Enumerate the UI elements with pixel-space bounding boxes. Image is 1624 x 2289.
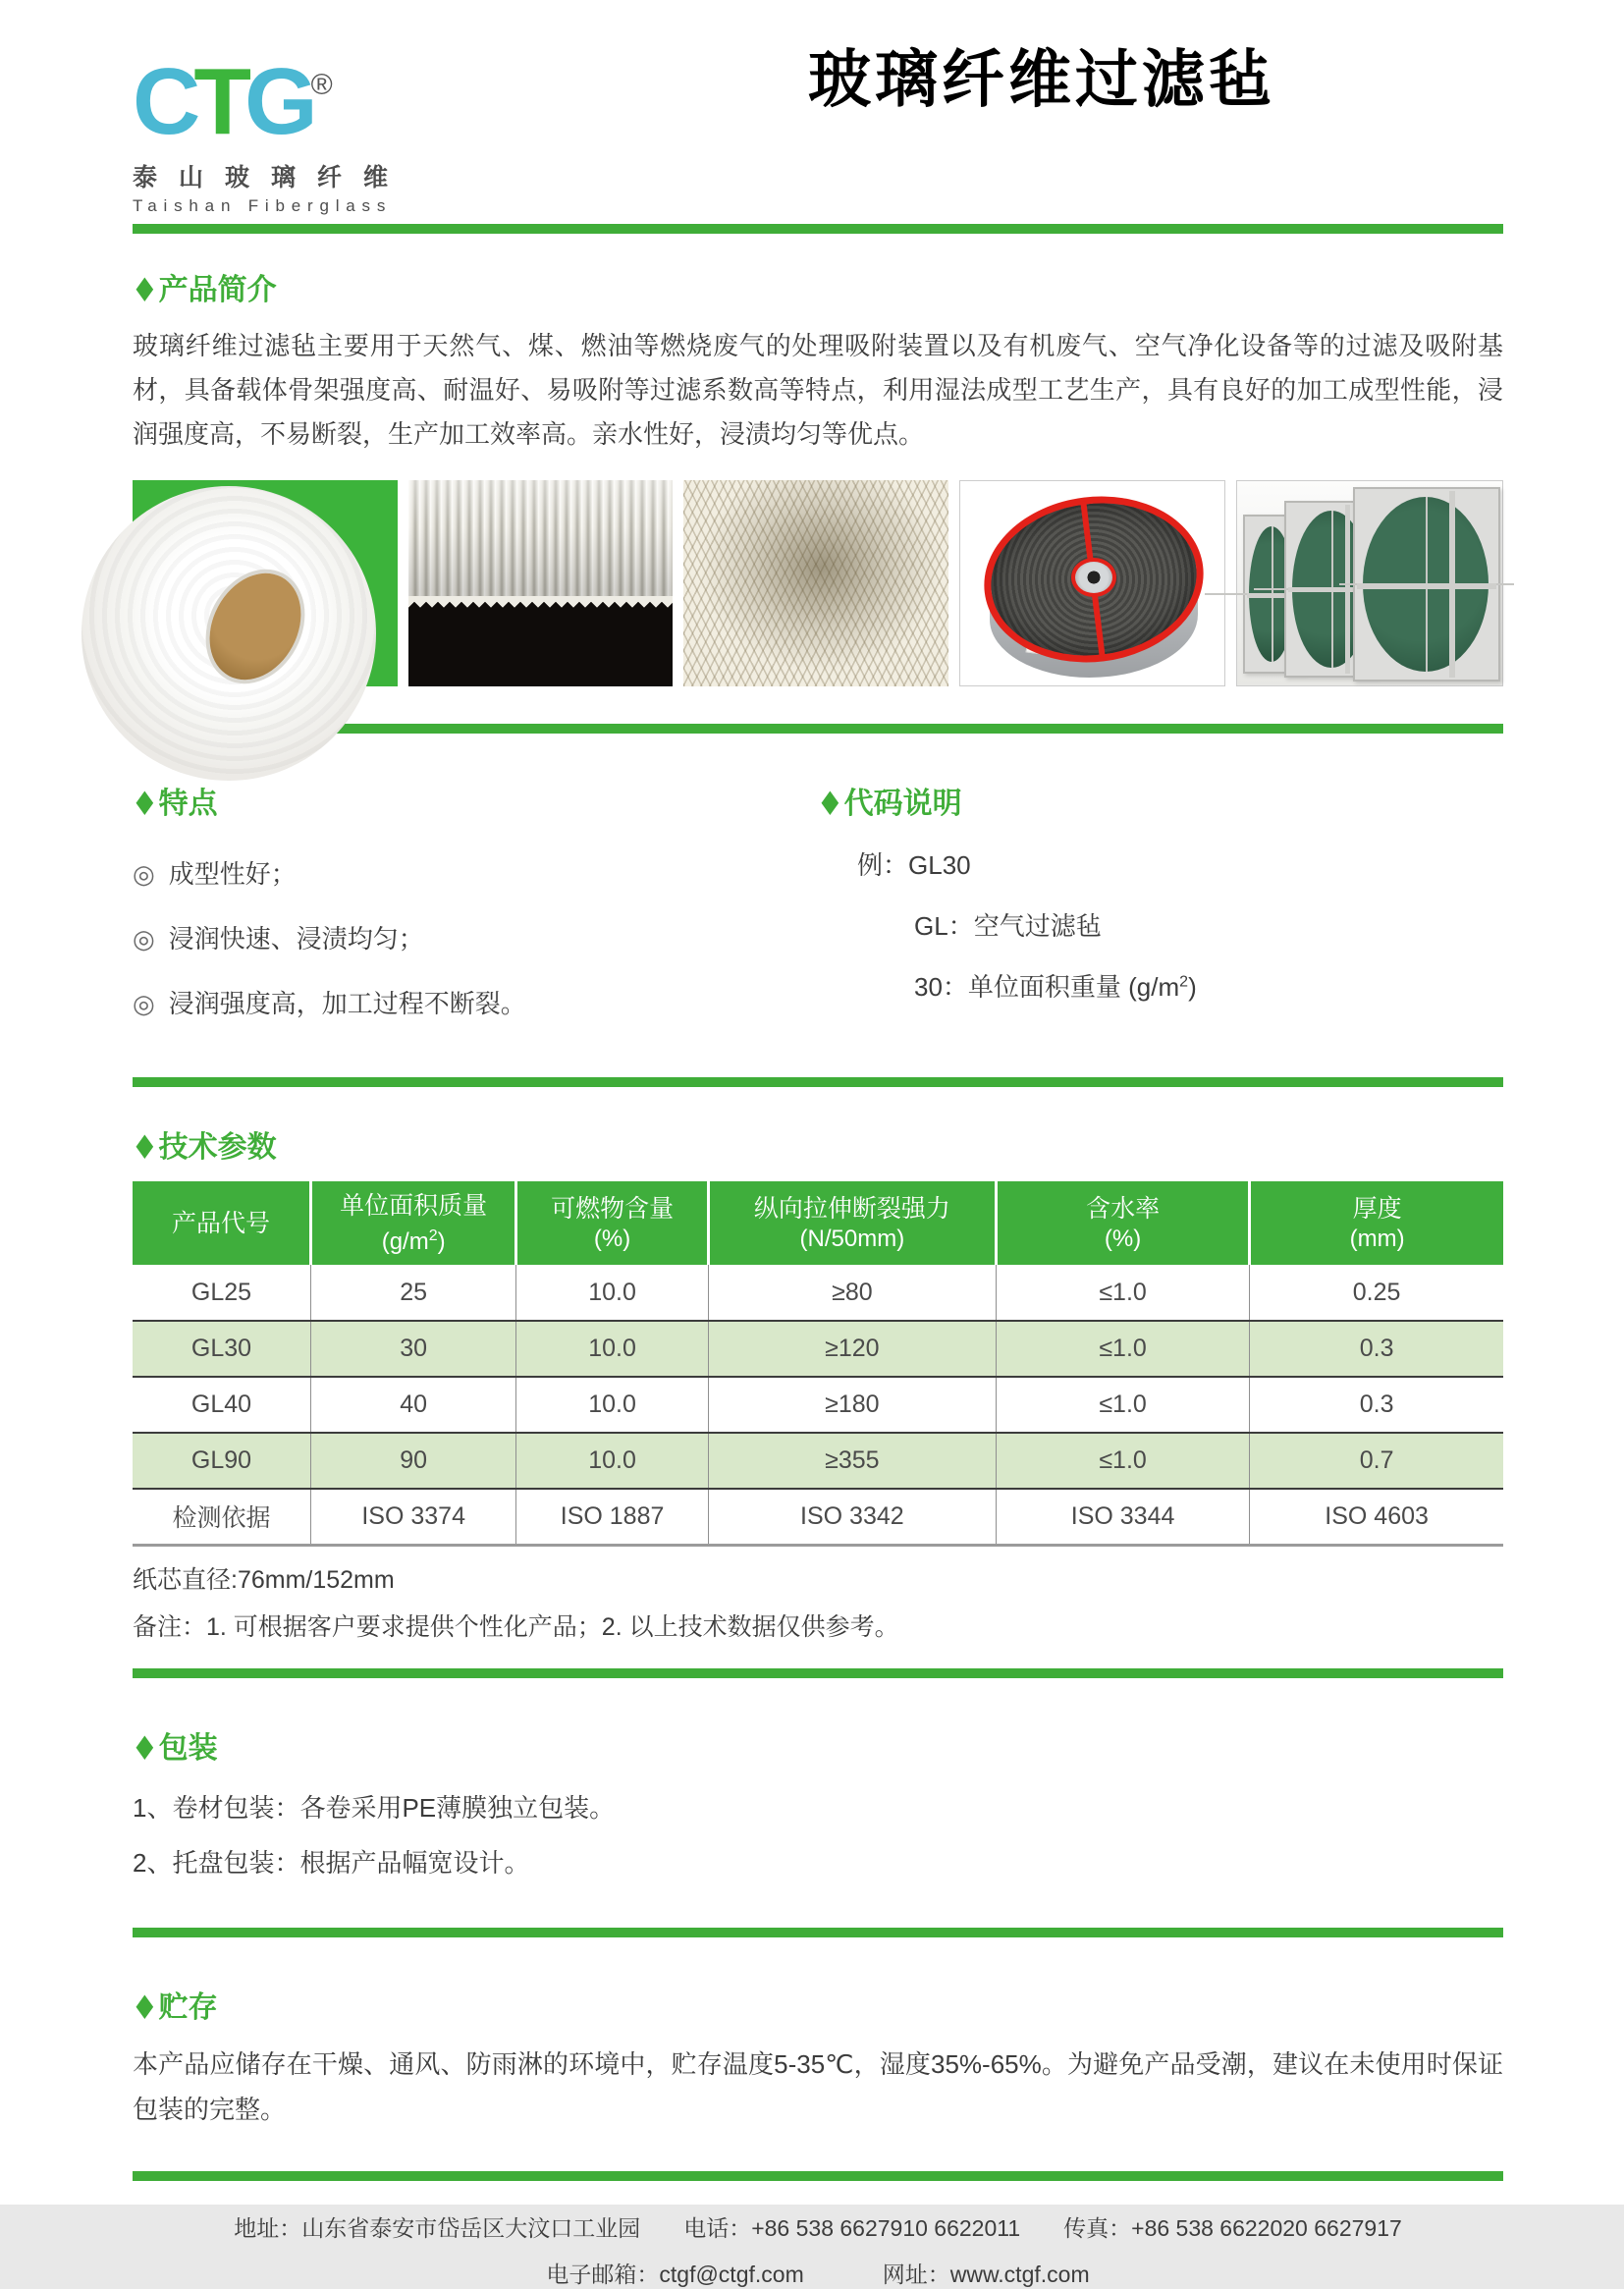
product-image-rotor-drum bbox=[959, 480, 1226, 686]
table-header-row bbox=[133, 1181, 1503, 1265]
frame-crossbar bbox=[1449, 491, 1455, 678]
features-code-columns bbox=[133, 779, 1503, 1036]
intro-heading-text: 产品简介 bbox=[158, 274, 277, 306]
col-header-moisture: 含水率 (%) bbox=[996, 1181, 1249, 1265]
code-explanation bbox=[818, 845, 1503, 1004]
code-num-line bbox=[818, 967, 1503, 1004]
footer bbox=[133, 2210, 1503, 2289]
pleats-shading bbox=[408, 480, 674, 596]
product-image-honeycomb bbox=[683, 480, 948, 686]
footer-email: 电子邮箱：ctgf@ctgf.com bbox=[546, 2261, 804, 2287]
table-row-gl90: GL90 90 10.0 ≥355 ≤1.0 0.7 bbox=[133, 1433, 1503, 1489]
green-divider bbox=[133, 1928, 1503, 1937]
diamond-icon: ◆ bbox=[135, 783, 154, 818]
section-heading-tech bbox=[133, 1122, 1503, 1166]
features-heading-text: 特点 bbox=[158, 788, 218, 820]
diamond-icon: ◆ bbox=[135, 269, 154, 304]
pleats-zigzag-edge bbox=[408, 596, 674, 608]
code-gl-key: GL： bbox=[914, 911, 974, 941]
code-num-close: ) bbox=[1188, 972, 1197, 1002]
packaging-item: 2、托盘包装：根据产品幅宽设计。 bbox=[133, 1847, 530, 1878]
footer-line-2 bbox=[133, 2257, 1503, 2289]
tech-params-table bbox=[133, 1181, 1503, 1547]
col-header-tensile: 纵向拉伸断裂强力 (N/50mm) bbox=[708, 1181, 996, 1265]
intro-paragraph: 玻璃纤维过滤毡主要用于天然气、煤、燃油等燃烧废气的处理吸附装置以及有机废气、空气净化设备等的过滤及吸附基材，具备载体骨架强度高、耐温好、易吸附等过滤系数高等特点，利用湿法成型工艺生产，具有良好的加工成型性能，浸润强度高，不易断裂，生产加工效率高。亲水性好，浸渍均匀等优点。 bbox=[133, 331, 1503, 449]
diamond-icon: ◆ bbox=[821, 783, 839, 818]
bullet-icon: ◎ bbox=[133, 924, 155, 954]
features-list bbox=[133, 842, 818, 1036]
drum-hub bbox=[1071, 558, 1116, 597]
table-row-test-standards: 检测依据 ISO 3374 ISO 1887 ISO 3342 ISO 3344 ISO 4603 bbox=[133, 1489, 1503, 1545]
code-example-line bbox=[818, 845, 1503, 882]
feature-text: 浸润快速、浸渍均匀； bbox=[168, 924, 424, 954]
table-row-gl25: GL25 25 10.0 ≥80 ≤1.0 0.25 bbox=[133, 1265, 1503, 1321]
col-header-combustible: 可燃物含量 (%) bbox=[516, 1181, 708, 1265]
code-gl-line bbox=[818, 906, 1503, 943]
product-image-strip bbox=[133, 480, 1503, 686]
col-header-product-code: 产品代号 bbox=[133, 1181, 310, 1265]
code-num-key: 30： bbox=[914, 972, 968, 1002]
core-diameter-note: 纸芯直径:76mm/152mm bbox=[133, 1565, 395, 1594]
page-title: 玻璃纤维过滤毡 bbox=[808, 44, 1275, 115]
footer-line-1 bbox=[133, 2210, 1503, 2243]
storage-heading-text: 贮存 bbox=[158, 1990, 218, 2024]
frame-crossbar bbox=[1345, 505, 1350, 674]
footer-fax: 传真：+86 538 6622020 6627917 bbox=[1063, 2214, 1402, 2241]
feature-text: 成型性好； bbox=[168, 859, 297, 889]
green-divider bbox=[133, 224, 1503, 234]
col-header-area-weight: 单位面积质量 $(g/m^2)$ bbox=[310, 1181, 515, 1265]
packaging-item: 1、卷材包装：各卷采用PE薄膜独立包装。 bbox=[133, 1792, 616, 1823]
section-heading-intro bbox=[133, 265, 1503, 308]
honeycomb-texture bbox=[683, 480, 948, 686]
product-image-filter-roll bbox=[133, 480, 398, 686]
header bbox=[133, 0, 1503, 215]
code-example-value: GL30 bbox=[908, 850, 971, 880]
ctg-logo-wordmark bbox=[133, 49, 457, 154]
diamond-icon: ◆ bbox=[135, 1726, 154, 1763]
product-image-framed-units bbox=[1236, 480, 1503, 686]
footer-phone: 电话：+86 538 6627910 6622011 bbox=[683, 2214, 1021, 2241]
code-num-value: 单位面积重量 (g/m bbox=[967, 972, 1180, 1002]
feature-item bbox=[133, 842, 818, 906]
ctg-logo bbox=[133, 49, 457, 216]
feature-item bbox=[133, 971, 818, 1036]
packaging-heading-text: 包装 bbox=[158, 1731, 218, 1765]
col-header-thickness: 厚度 (mm) bbox=[1250, 1181, 1503, 1265]
footer-address: 地址：山东省泰安市岱岳区大汶口工业园 bbox=[234, 2214, 641, 2241]
diamond-icon: ◆ bbox=[135, 1126, 154, 1162]
code-num-sup: 2 bbox=[1179, 973, 1189, 991]
logo-letter-g: G bbox=[244, 49, 311, 154]
table-row-gl30: GL30 30 10.0 ≥120 ≤1.0 0.3 bbox=[133, 1321, 1503, 1377]
bullet-icon: ◎ bbox=[133, 859, 155, 889]
footer-website: 网址：www.ctgf.com bbox=[882, 2261, 1090, 2287]
code-gl-value: 空气过滤毡 bbox=[973, 911, 1102, 941]
table-row-gl40: GL40 40 10.0 ≥180 ≤1.0 0.3 bbox=[133, 1377, 1503, 1433]
section-heading-code bbox=[818, 779, 1503, 822]
packaging-list bbox=[133, 1780, 1503, 1890]
product-image-pleated-media bbox=[408, 480, 674, 686]
remarks-note: 备注：1. 可根据客户要求提供个性化产品；2. 以上技术数据仅供参考。 bbox=[133, 1612, 899, 1641]
green-divider bbox=[133, 2171, 1503, 2181]
tech-heading-text: 技术参数 bbox=[158, 1131, 277, 1164]
logo-letter-t: T bbox=[193, 49, 244, 154]
bullet-icon: ◎ bbox=[133, 989, 155, 1018]
section-heading-storage bbox=[133, 1983, 1503, 2026]
logo-chinese-name: 泰山玻璃纤维 bbox=[133, 163, 410, 191]
diamond-icon: ◆ bbox=[135, 1986, 154, 2022]
features-column bbox=[133, 779, 818, 1036]
feature-text: 浸润强度高，加工过程不断裂。 bbox=[168, 989, 526, 1018]
code-heading-text: 代码说明 bbox=[843, 788, 962, 820]
section-heading-packaging bbox=[133, 1723, 1503, 1767]
storage-paragraph: 本产品应储存在干燥、通风、防雨淋的环境中，贮存温度5-35℃，湿度35%-65%。为避免产品受潮，建议在未使用时保证包装的完整。 bbox=[133, 2048, 1503, 2124]
logo-letter-c: C bbox=[133, 49, 194, 154]
rotor-unit-frame bbox=[1353, 487, 1500, 681]
feature-item bbox=[133, 906, 818, 971]
logo-english-name: Taishan Fiberglass bbox=[133, 195, 393, 215]
registered-trademark-icon: ® bbox=[310, 69, 333, 101]
section-heading-features bbox=[133, 779, 818, 822]
code-column bbox=[818, 779, 1503, 1036]
green-divider bbox=[133, 1077, 1503, 1087]
frame-crossbar bbox=[1357, 583, 1496, 589]
green-divider bbox=[133, 1668, 1503, 1678]
code-example-label: 例： bbox=[857, 850, 909, 880]
content-area bbox=[133, 0, 1503, 2289]
